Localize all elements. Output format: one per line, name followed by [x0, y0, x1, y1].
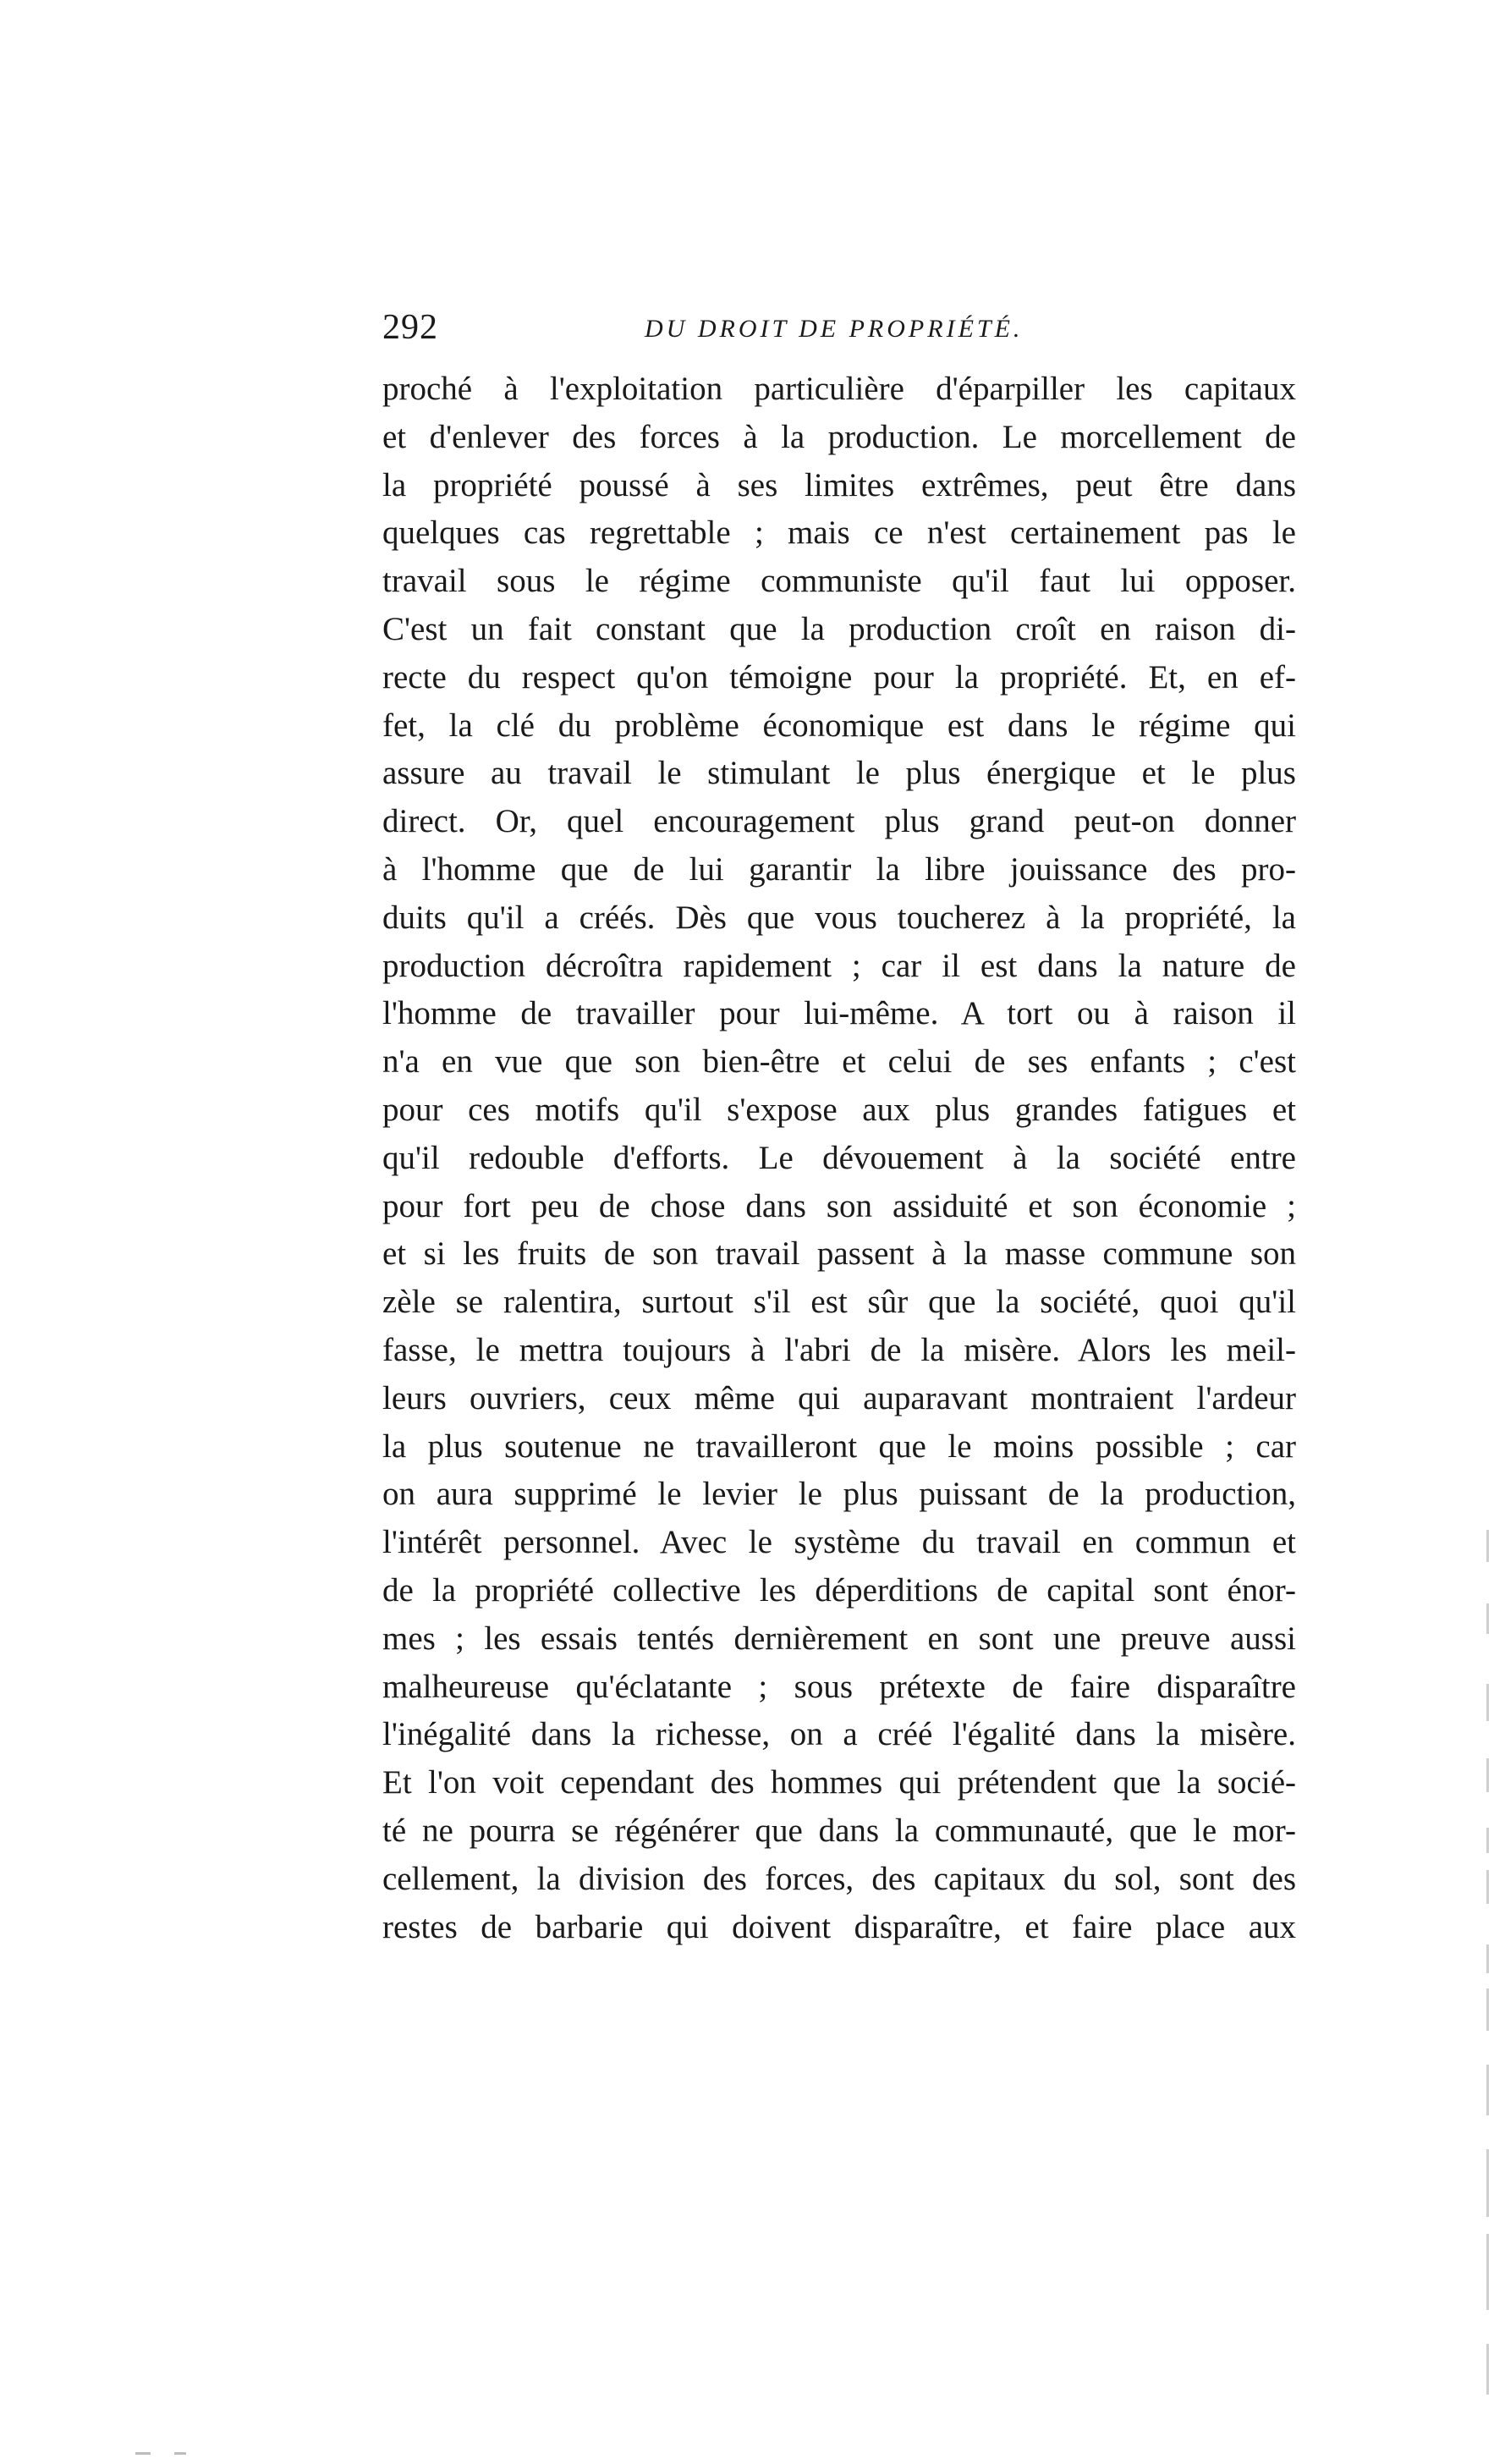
- scan-margin-rule: [1486, 1530, 1489, 1562]
- scan-margin-rule: [1486, 1684, 1489, 1721]
- running-title: DU DROIT DE PROPRIÉTÉ.: [645, 315, 1024, 343]
- scan-foot-mark: [174, 2452, 186, 2455]
- text-line: travail sous le régime communiste qu'il faut lui opposer.: [382, 563, 1296, 600]
- text-line: la propriété poussé à ses limites extrêmes, peut être dans: [382, 466, 1296, 503]
- text-line: recte du respect qu'on témoigne pour la propriété. Et, en ef-: [382, 658, 1296, 696]
- text-line: proché à l'exploitation particulière d'éparpiller les capitaux: [382, 371, 1296, 407]
- text-line: Et l'on voit cependant des hommes qui prétendent que la socié-: [382, 1764, 1296, 1801]
- page-number: 292: [382, 308, 438, 347]
- text-line: direct. Or, quel encouragement plus grand peut-on donner: [382, 803, 1296, 840]
- scan-margin-rule: [1486, 2065, 1489, 2115]
- text-line: duits qu'il a créés. Dès que vous toucherez à la propriété, la: [382, 899, 1296, 936]
- scan-margin-rule: [1486, 2344, 1489, 2395]
- text-line: l'intérêt personnel. Avec le système du travail en commun et: [382, 1524, 1296, 1561]
- scan-margin-rule: [1486, 1603, 1489, 1634]
- text-line: zèle se ralentira, surtout s'il est sûr que la société, quoi qu'il: [382, 1284, 1296, 1321]
- text-line: pour fort peu de chose dans son assiduité et son économie ;: [382, 1187, 1296, 1224]
- text-line: restes de barbarie qui doivent disparaître, et faire place aux: [382, 1908, 1296, 1945]
- text-line: à l'homme que de lui garantir la libre jouissance des pro-: [382, 850, 1296, 888]
- text-line: l'homme de travailler pour lui-même. A tort ou à raison il: [382, 995, 1296, 1032]
- scan-margin-rule: [1486, 1988, 1489, 2031]
- body-text: [382, 366, 1296, 1951]
- text-line: té ne pourra se régénérer que dans la communauté, que le mor-: [382, 1812, 1296, 1849]
- text-line: malheureuse qu'éclatante ; sous prétexte de faire disparaître: [382, 1668, 1296, 1705]
- text-line: la plus soutenue ne travailleront que le moins possible ; car: [382, 1427, 1296, 1465]
- text-line: fet, la clé du problème économique est dans le régime qui: [382, 707, 1296, 744]
- text-line: de la propriété collective les déperditions de capital sont énor-: [382, 1571, 1296, 1609]
- scan-margin-rule: [1486, 2149, 1489, 2217]
- text-line: et si les fruits de son travail passent à la masse commune son: [382, 1235, 1296, 1273]
- text-line: fasse, le mettra toujours à l'abri de la misère. Alors les meil-: [382, 1331, 1296, 1368]
- text-line: pour ces motifs qu'il s'expose aux plus grandes fatigues et: [382, 1091, 1296, 1128]
- text-line: C'est un fait constant que la production croît en raison di-: [382, 610, 1296, 647]
- text-line: et d'enlever des forces à la production. Le morcellement de: [382, 418, 1296, 455]
- scan-foot-mark: [135, 2452, 151, 2455]
- text-line: leurs ouvriers, ceux même qui auparavant montraient l'ardeur: [382, 1379, 1296, 1416]
- text-line: on aura supprimé le levier le plus puissant de la production,: [382, 1476, 1296, 1513]
- text-line: mes ; les essais tentés dernièrement en sont une preuve aussi: [382, 1620, 1296, 1657]
- text-line: production décroîtra rapidement ; car il est dans la nature de: [382, 947, 1296, 984]
- scan-margin-rule: [1486, 2234, 1489, 2310]
- text-line: assure au travail le stimulant le plus énergique et le plus: [382, 755, 1296, 792]
- text-line: l'inégalité dans la richesse, on a créé l'égalité dans la misère.: [382, 1716, 1296, 1753]
- text-line: n'a en vue que son bien-être et celui de ses enfants ; c'est: [382, 1043, 1296, 1081]
- running-head: [382, 306, 1296, 349]
- scan-margin-rule: [1486, 1828, 1489, 1853]
- scan-margin-rule: [1486, 1944, 1489, 1973]
- text-line: cellement, la division des forces, des capitaux du sol, sont des: [382, 1860, 1296, 1897]
- scan-margin-rule: [1486, 1758, 1489, 1792]
- text-line: qu'il redouble d'efforts. Le dévouement à la société entre: [382, 1139, 1296, 1176]
- text-line: quelques cas regrettable ; mais ce n'est certainement pas le: [382, 514, 1296, 552]
- scan-margin-rule: [1486, 1870, 1489, 1904]
